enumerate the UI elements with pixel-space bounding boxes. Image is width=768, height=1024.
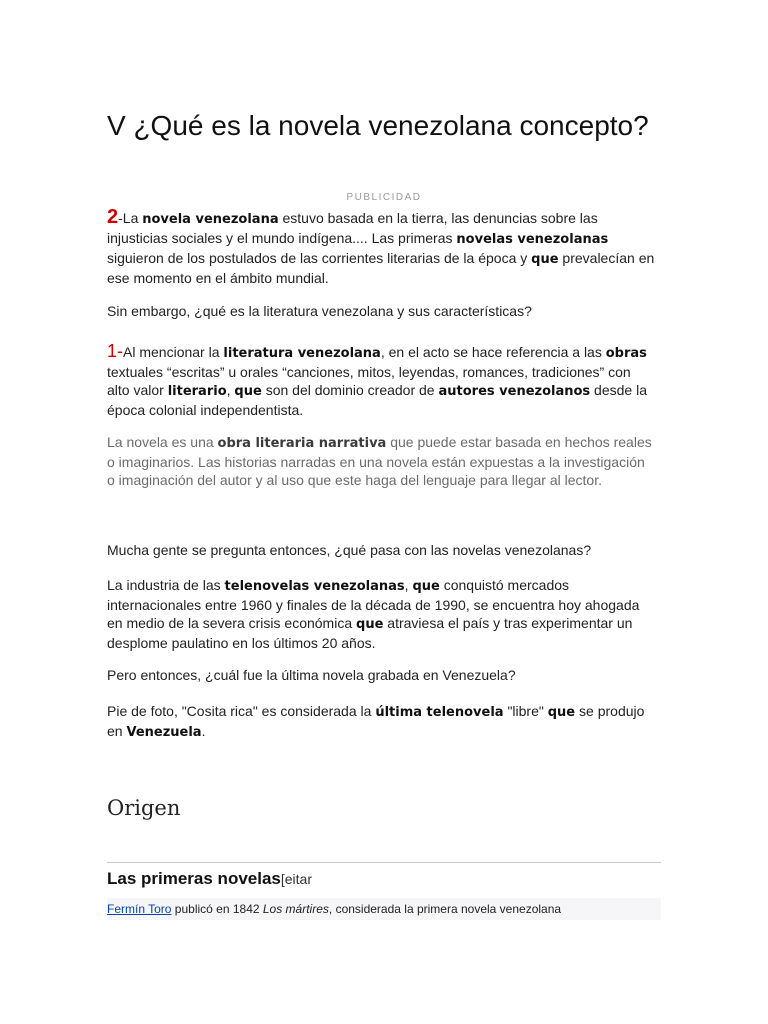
text-segment: , en el acto se hace referencia a las: [380, 344, 606, 360]
paragraph-literatura: [107, 342, 655, 419]
section-divider: [107, 862, 661, 863]
text-segment: se produjo en: [107, 703, 645, 739]
author-link[interactable]: Fermín Toro: [107, 902, 172, 916]
bold-term: obras: [605, 346, 647, 361]
paragraph-intro: [107, 208, 655, 287]
ad-label: PUBLICIDAD: [346, 192, 422, 203]
text-segment: .: [201, 723, 206, 739]
bold-term: literario: [167, 384, 227, 399]
text-segment: textuales “escritas” u orales “canciones, mitos, leyendas, romances, tradiciones” con alto valor: [107, 364, 631, 398]
paragraph-photo-caption: [107, 702, 655, 742]
text-segment: "libre": [503, 703, 548, 719]
bold-term: última telenovela: [375, 705, 504, 720]
image-caption: [107, 898, 661, 920]
text-segment: Al mencionar la: [123, 344, 224, 360]
bold-term: novelas venezolanas: [456, 232, 609, 247]
text-segment: , considerada la primera novela venezolana: [328, 902, 562, 916]
bold-term: autores venezolanos: [438, 384, 591, 399]
bold-term: novela venezolana: [142, 212, 279, 227]
text-segment: atraviesa el país y tras experimentar un desplome paulatino en los últimos 20 años.: [107, 615, 633, 651]
bold-term: obra literaria narrativa: [217, 436, 387, 451]
bold-term: telenovelas venezolanas: [224, 579, 405, 594]
text-segment: son del dominio creador de: [261, 382, 439, 398]
section-heading-text: Las primeras novelas: [107, 869, 281, 888]
text-segment: publicó en 1842: [171, 902, 263, 916]
text-segment: ,: [404, 577, 413, 593]
text-segment: Pie de foto, "Cosita rica" es considerada la: [107, 703, 376, 719]
text-segment: conquistó mercados internacionales entre 1960 y finales de la década de 1990, se encuentra hoy ahogada en medio de la severa crisis económica: [107, 577, 640, 631]
page-title: V ¿Qué es la novela venezolana concepto?: [107, 110, 649, 141]
bold-term: Venezuela: [126, 725, 202, 740]
text-segment: La industria de las: [107, 577, 225, 593]
paragraph-question: Sin embargo, ¿qué es la literatura venezolana y sus características?: [107, 303, 532, 319]
text-segment: desde la época colonial independentista.: [107, 382, 647, 418]
bold-term: literatura venezolana: [223, 346, 381, 361]
book-title: Los mártires: [262, 902, 329, 916]
text-segment: que puede estar basada en hechos reales o imaginarios. Las historias narradas en una novela están expuestas a la investigación o imaginación del autor y al uso que este haga del lenguaje para llegar al lector.: [107, 434, 652, 488]
paragraph-number: 2: [107, 206, 119, 228]
section-heading: [107, 869, 312, 889]
edit-link[interactable]: [eitar: [280, 871, 312, 887]
origen-heading: Origen: [107, 796, 181, 820]
paragraph-definition: [107, 433, 655, 489]
paragraph-question-3: Pero entonces, ¿cuál fue la última novela grabada en Venezuela?: [107, 667, 516, 683]
text-segment: -La: [118, 210, 143, 226]
bold-term: que: [234, 384, 262, 399]
paragraph-telenovelas: [107, 576, 655, 652]
paragraph-number: 1-: [107, 341, 124, 361]
text-segment: siguieron de los postulados de las corrientes literarias de la época y: [107, 250, 532, 266]
bold-term: que: [547, 705, 576, 720]
text-segment: prevalecían en ese momento en el ámbito mundial.: [107, 250, 655, 286]
bold-term: que: [531, 252, 559, 267]
bold-term: que: [356, 617, 384, 632]
text-segment: La novela es una: [107, 434, 218, 450]
text-segment: estuvo basada en la tierra, las denuncias sobre las injusticias sociales y el mundo indígena.... Las primeras: [107, 210, 598, 246]
bold-term: que: [412, 579, 440, 594]
paragraph-question-2: Mucha gente se pregunta entonces, ¿qué pasa con las novelas venezolanas?: [107, 542, 592, 558]
text-segment: ,: [226, 382, 235, 398]
